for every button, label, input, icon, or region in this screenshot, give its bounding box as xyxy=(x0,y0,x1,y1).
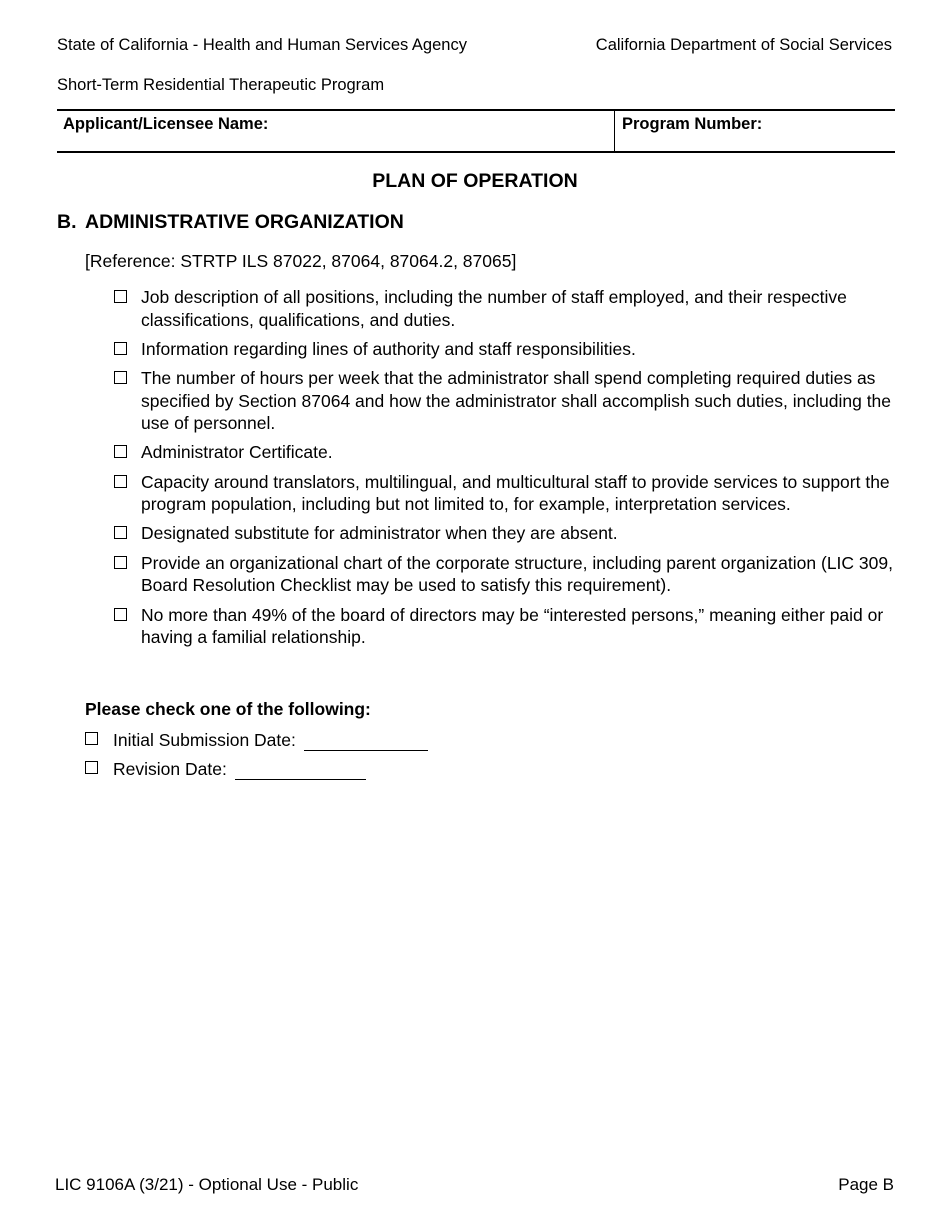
list-item xyxy=(114,286,904,331)
checkbox[interactable] xyxy=(114,556,127,569)
list-item-text: Capacity around translators, multilingual, and multicultural staff to provide services to support the program population, including but not limited to, for example, interpretation services. xyxy=(141,471,890,515)
list-item xyxy=(114,367,904,435)
list-item-text: Provide an organizational chart of the corporate structure, including parent organization (LIC 309, Board Resolution Checklist may be used to satisfy this requirement). xyxy=(141,552,893,596)
list-item xyxy=(114,522,904,545)
initial-submission-row xyxy=(85,729,428,751)
applicant-name-label: Applicant/Licensee Name: xyxy=(63,115,269,133)
checkbox[interactable] xyxy=(114,342,127,355)
list-item-text: No more than 49% of the board of directors may be “interested persons,” meaning either paid or having a familial relationship. xyxy=(141,604,884,648)
reference-line: [Reference: STRTP ILS 87022, 87064, 87064.2, 87065] xyxy=(85,251,517,271)
initial-submission-checkbox[interactable] xyxy=(85,732,98,745)
list-item xyxy=(114,471,904,516)
program-name: Short-Term Residential Therapeutic Program xyxy=(57,76,385,94)
revision-row xyxy=(85,758,366,780)
applicant-info-table xyxy=(57,109,895,153)
agency-name: State of California - Health and Human Services Agency xyxy=(57,36,467,54)
checkbox[interactable] xyxy=(114,526,127,539)
table-divider xyxy=(614,111,615,151)
page-title: PLAN OF OPERATION xyxy=(372,170,578,192)
checkbox[interactable] xyxy=(114,608,127,621)
list-item xyxy=(114,441,904,464)
program-number-label: Program Number: xyxy=(622,115,763,133)
page-number: Page B xyxy=(838,1175,894,1194)
checkbox[interactable] xyxy=(114,290,127,303)
list-item xyxy=(114,552,904,597)
revision-label: Revision Date: xyxy=(113,759,227,779)
section-title: ADMINISTRATIVE ORGANIZATION xyxy=(85,211,404,233)
initial-submission-label: Initial Submission Date: xyxy=(113,730,296,750)
section-heading xyxy=(57,211,404,234)
list-item-text: Administrator Certificate. xyxy=(141,442,333,463)
list-item xyxy=(114,604,904,649)
checkbox[interactable] xyxy=(114,475,127,488)
revision-checkbox[interactable] xyxy=(85,761,98,774)
list-item-text: Information regarding lines of authority and staff responsibilities. xyxy=(141,338,636,359)
initial-submission-date-field[interactable] xyxy=(304,732,428,751)
list-item-text: The number of hours per week that the administrator shall spend completing required duties as specified by Section 87064 and how the administrator shall accomplish such duties, including the use of personnel. xyxy=(141,368,892,434)
list-item xyxy=(114,338,904,361)
checkbox[interactable] xyxy=(114,371,127,384)
section-letter: B. xyxy=(57,211,77,233)
list-item-text: Job description of all positions, including the number of staff employed, and their respective classifications, qualifications, and duties. xyxy=(141,287,847,330)
requirements-checklist xyxy=(114,286,904,655)
checkbox[interactable] xyxy=(114,445,127,458)
form-identifier: LIC 9106A (3/21) - Optional Use - Public xyxy=(55,1175,359,1194)
department-name: California Department of Social Services xyxy=(595,36,892,54)
revision-date-field[interactable] xyxy=(235,761,366,780)
submission-heading: Please check one of the following: xyxy=(85,699,371,719)
list-item-text: Designated substitute for administrator when they are absent. xyxy=(141,523,618,544)
